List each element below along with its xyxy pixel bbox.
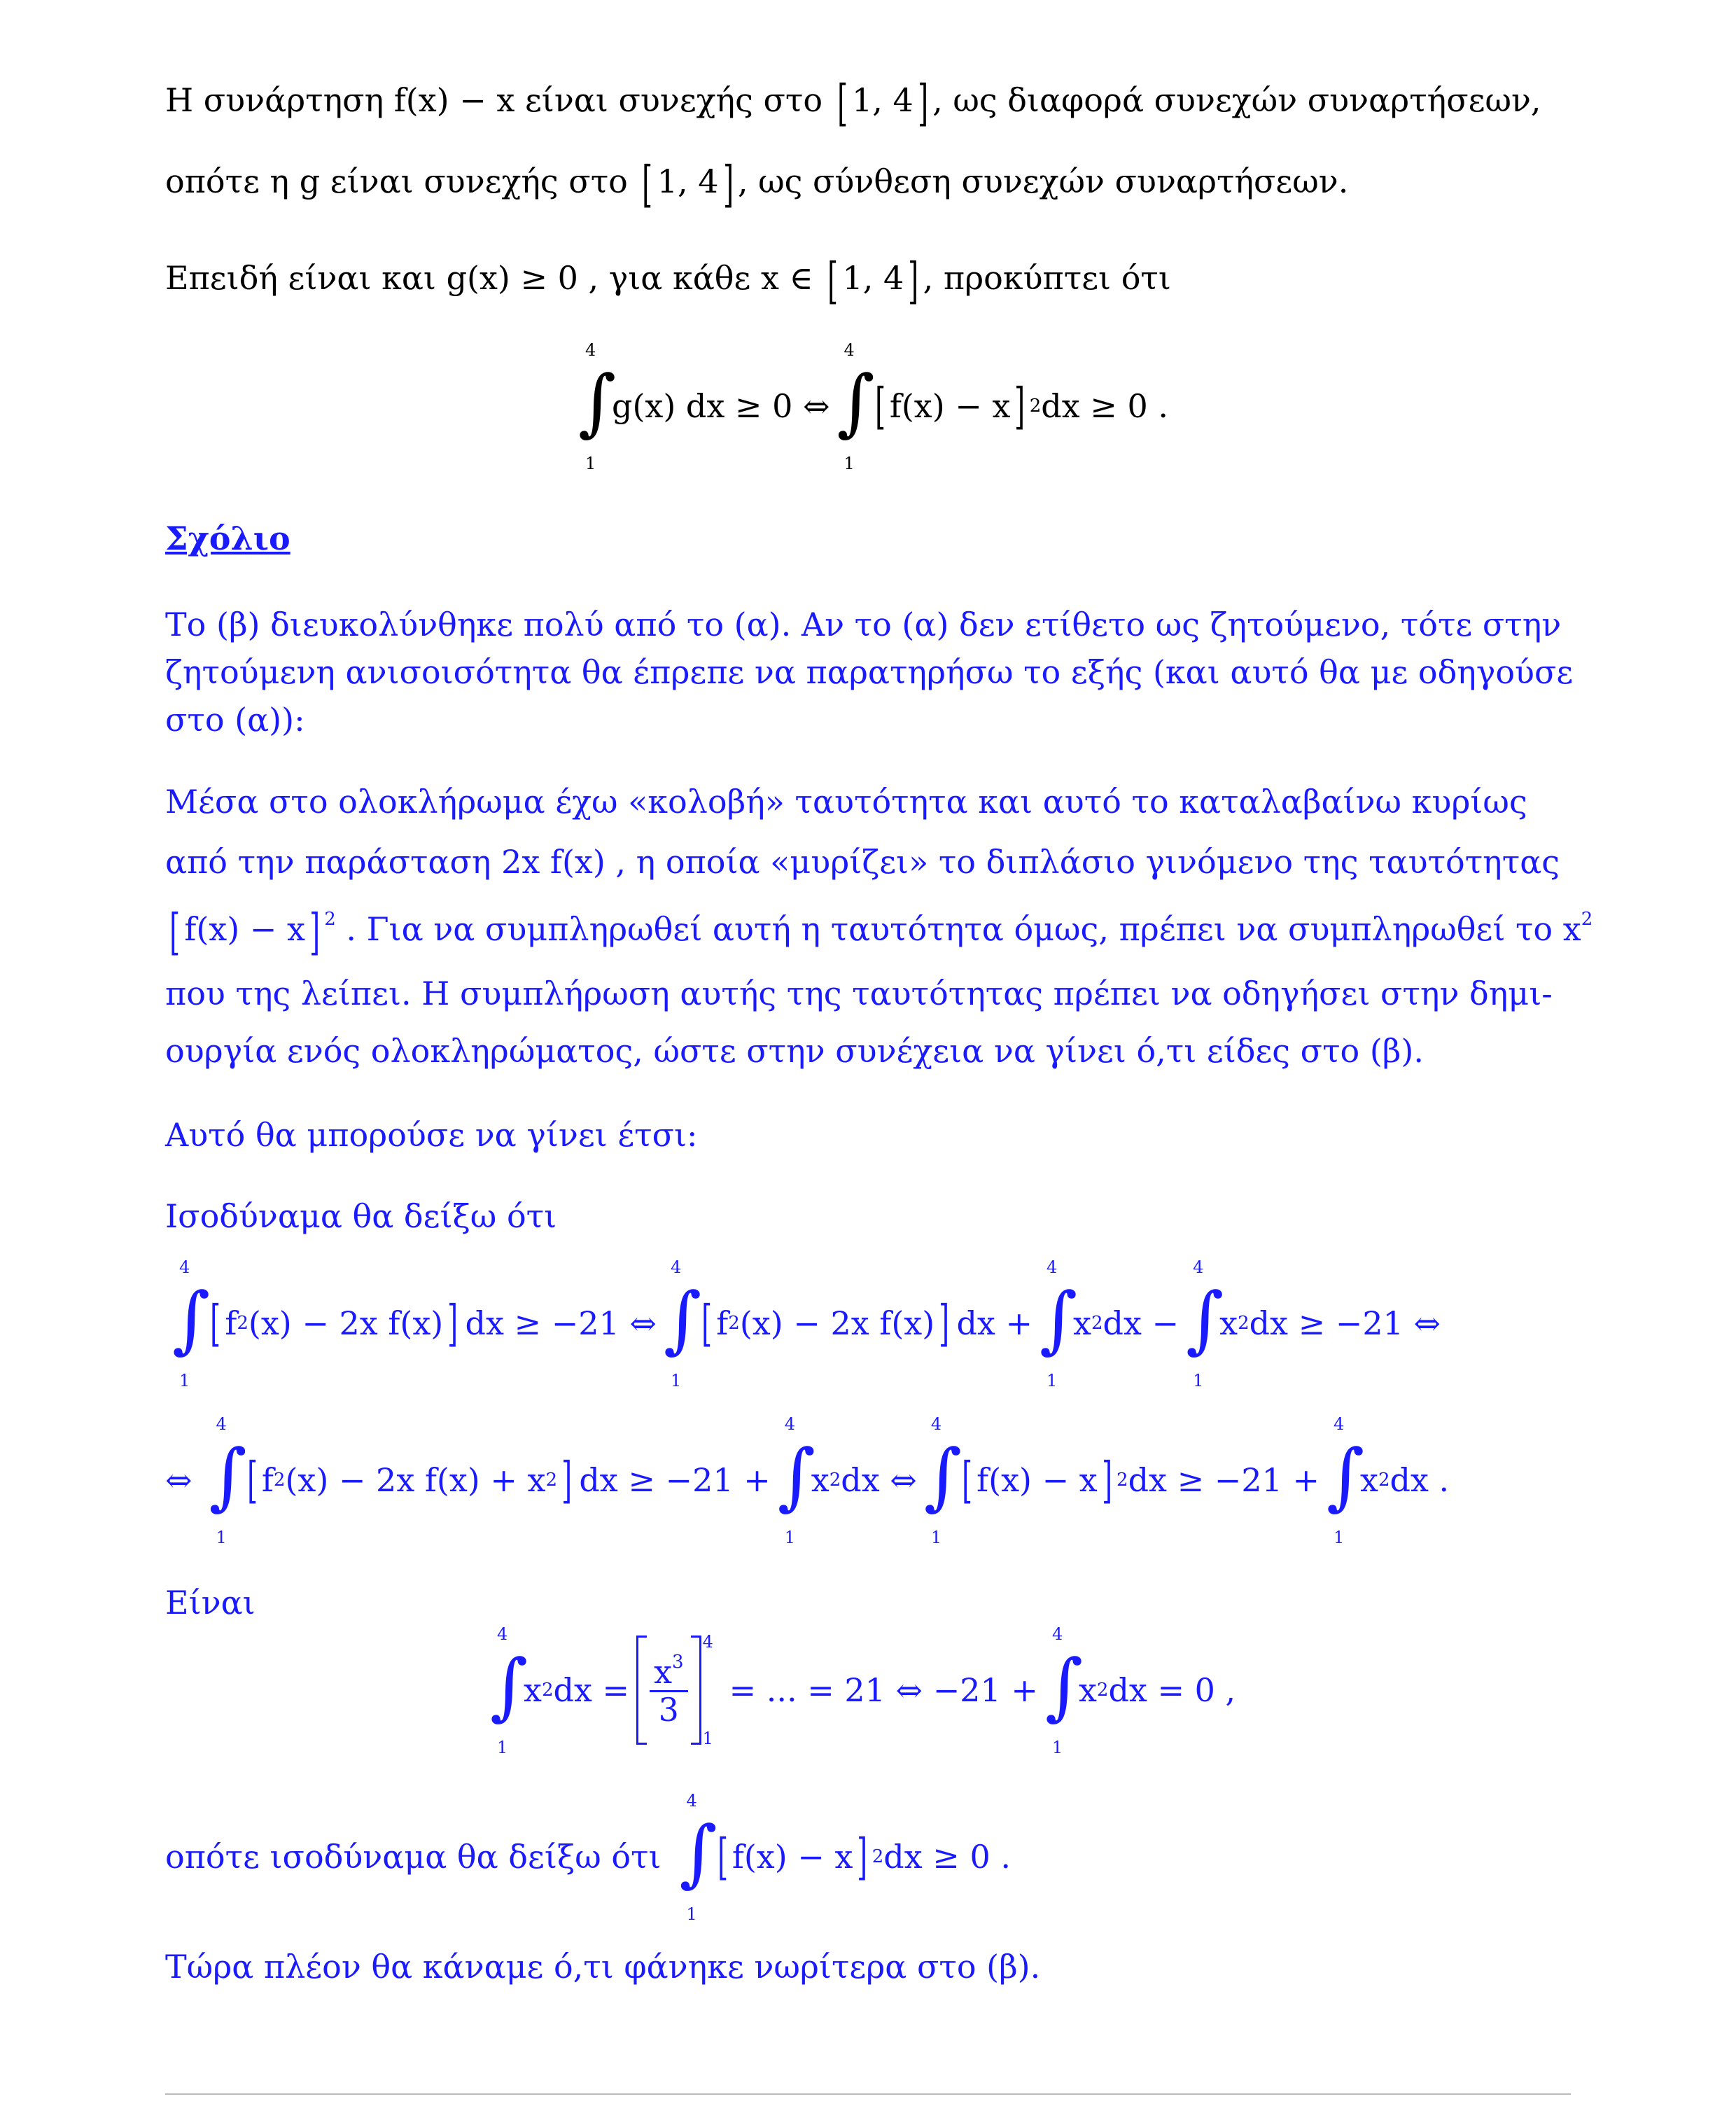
eq-text: f(x) − x [184,910,305,948]
intro-text: , ως διαφορά συνεχών συναρτήσεων, [932,81,1541,119]
line-auto: Αυτό θα μπορούσε να γίνει έτσι: [165,1116,698,1154]
left-bracket: [ [827,252,839,309]
interval: 1, 4 [851,81,913,119]
eq-text: f(x) − x [889,387,1011,425]
comment-paragraph-1 [165,601,1572,744]
left-bracket: [ [642,155,653,213]
equation-3: ⇔ ∫ 4 1 [ f 2 (x) − 2x f(x) + x 2 ] dx ≥ −21 + ∫ 4 1 x 2 dx ⇔ ∫ 4 1 [ f(x) − x ] 2 dx ≥ −21 + ∫ 4 1 x 2 dx . [165,1414,1450,1547]
integral-sign: ∫ 4 1 [578,340,617,473]
right-bracket: ] [722,155,734,213]
comment-title: Σχόλιο [165,519,290,557]
equation-1: ∫ 4 1 g(x) dx ≥ 0 ⇔ ∫ 4 1 [ f(x) − x ] 2 dx ≥ 0 . [571,350,1168,462]
right-bracket: ] [908,252,919,309]
line-einai: Είναι [165,1584,255,1622]
interval: 1, 4 [842,259,904,297]
para2-line-5: ουργία ενός ολοκληρώματος, ώστε στην συνέχεια να γίνει ό,τι είδες στο (β). [165,1032,1424,1070]
eq-text: g(x) dx ≥ 0 ⇔ [612,387,830,425]
intro-text: , προκύπτει ότι [923,259,1171,297]
intro-text: , ως σύνθεση συνεχών συναρτήσεων. [737,162,1349,200]
equation-2: ∫ 4 1 [ f 2 (x) − 2x f(x) ] dx ≥ −21 ⇔ ∫ 4 1 [ f 2 (x) − 2x f(x) ] dx + ∫ 4 1 x 2 dx − ∫ 4 1 x 2 dx ≥ −21 ⇔ [172,1257,1441,1390]
paragraph-text: . Για να συμπληρωθεί αυτή η ταυτότητα όμως, πρέπει να συμπληρωθεί το x [335,910,1581,948]
intro-text: Επειδή είναι και g(x) ≥ 0 , για κάθε x ∈ [165,259,824,297]
interval: 1, 4 [657,162,719,200]
equation-5: οπότε ισοδύναμα θα δείξω ότι ∫ 4 1 [ f(x) − x ] 2 dx ≥ 0 . [165,1791,1011,1924]
paragraph-line: στο (α)): [165,701,305,739]
paragraph-line: Το (β) διευκολύνθηκε πολύ από το (α). Αν το (α) δεν ετίθετο ως ζητούμενο, τότε στην [165,606,1562,643]
intro-line-2 [165,155,1349,213]
para2-line-4: που της λείπει. Η συμπλήρωση αυτής της ταυτότητας πρέπει να οδηγήσει στην δημι- [165,975,1553,1012]
para2-line-1: Μέσα στο ολοκλήρωμα έχω «κολοβή» ταυτότητα και αυτό το καταλαβαίνω κυρίως [165,783,1527,821]
left-bracket: [ [836,74,848,132]
right-bracket: ] [917,74,928,132]
intro-line-3 [165,252,1171,309]
intro-text: οπότε η g είναι συνεχής στο [165,162,638,200]
intro-text: Η συνάρτηση f(x) − x είναι συνεχής στο [165,81,833,119]
bottom-rule [165,2093,1571,2095]
para2-line-2: από την παράσταση 2x f(x) , η οποία «μυρίζει» το διπλάσιο γινόμενο της ταυτότητας [165,843,1560,881]
integral-sign: ∫ 4 1 [836,340,875,473]
intro-line-1 [165,74,1541,132]
paragraph-line: ζητούμενη ανισοισότητα θα έπρεπε να παρατηρήσω το εξής (και αυτό θα με οδηγούσε [165,653,1574,691]
eq-text: dx ≥ 0 . [1041,387,1168,425]
line-last: Τώρα πλέον θα κάναμε ό,τι φάνηκε νωρίτερα στο (β). [165,1948,1041,1986]
line-isodynama: Ισοδύναμα θα δείξω ότι [165,1197,557,1235]
equation-4: ∫ 4 1 x 2 dx = $\frac{x^3}{3}$ 4 1 = ... = 21 ⇔ −21 + ∫ 4 1 x 2 dx = 0 , [490,1624,1236,1757]
para2-line-3: [ f(x) − x] $^2$ . Για να συμπληρωθεί αυτή η ταυτότητα όμως, πρέπει να συμπληρωθεί το $x^2$ [169,903,1593,961]
